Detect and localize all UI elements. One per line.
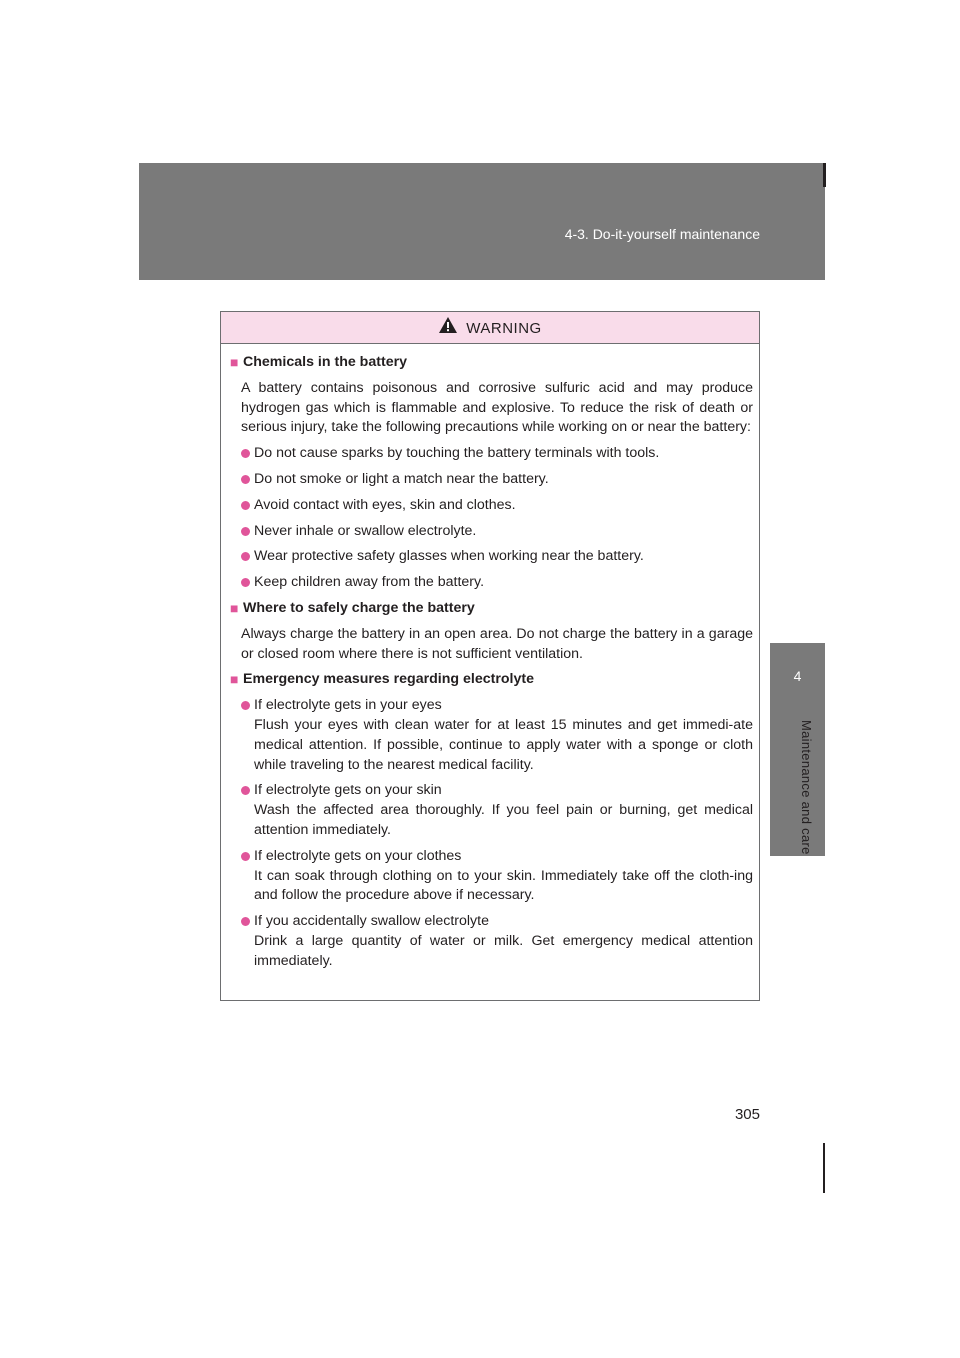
circle-bullet-icon bbox=[241, 501, 250, 510]
list-item bbox=[230, 547, 753, 567]
list-item bbox=[230, 781, 753, 840]
list-item-text: Keep children away from the battery. bbox=[254, 574, 485, 591]
list-item bbox=[230, 573, 753, 593]
circle-bullet-icon bbox=[241, 552, 250, 561]
list-item bbox=[230, 847, 753, 906]
list-item bbox=[230, 522, 753, 542]
heading-text: Chemicals in the battery bbox=[243, 354, 407, 370]
list-item bbox=[230, 696, 753, 775]
list-item-text: Never inhale or swallow electrolyte. bbox=[254, 522, 477, 539]
section-heading bbox=[230, 599, 753, 619]
list-item bbox=[230, 444, 753, 464]
page-number: 305 bbox=[734, 1106, 760, 1123]
item-title: If you accidentally swallow electrolyte bbox=[254, 913, 489, 930]
square-bullet-icon: ■ bbox=[230, 671, 239, 688]
item-text: Wash the affected area thoroughly. If you feel pain or burning, get medical attention immediately. bbox=[254, 802, 753, 838]
list-item bbox=[230, 496, 753, 516]
warning-triangle-icon bbox=[438, 316, 458, 339]
chapter-label: Maintenance and care bbox=[799, 720, 814, 855]
square-bullet-icon: ■ bbox=[230, 599, 239, 616]
circle-bullet-icon bbox=[241, 786, 250, 795]
list-item bbox=[230, 912, 753, 971]
crop-mark bbox=[823, 163, 826, 187]
section-title: 4-3. Do-it-yourself maintenance bbox=[564, 226, 760, 242]
item-text: Drink a large quantity of water or milk. Get emergency medical attention immediately. bbox=[254, 932, 753, 969]
circle-bullet-icon bbox=[241, 527, 250, 536]
section-heading bbox=[230, 670, 753, 690]
item-title: If electrolyte gets on your clothes bbox=[254, 847, 462, 864]
circle-bullet-icon bbox=[241, 852, 250, 861]
square-bullet-icon: ■ bbox=[230, 354, 239, 370]
warning-header bbox=[221, 312, 759, 344]
crop-mark bbox=[823, 1143, 825, 1193]
item-text: Flush your eyes with clean water for at least 15 minutes and get immedi-ate medical attention. If possible, continue to apply water with a sponge or cloth while traveling to the nearest medical facility. bbox=[254, 716, 753, 773]
section-heading bbox=[230, 353, 753, 373]
item-title: If electrolyte gets on your skin bbox=[254, 782, 442, 799]
section-intro: Always charge the battery in an open area. Do not charge the battery in a garage or closed room where there is not sufficient ventilation. bbox=[241, 625, 753, 662]
circle-bullet-icon bbox=[241, 578, 250, 587]
warning-title: WARNING bbox=[466, 319, 542, 337]
section-intro: A battery contains poisonous and corrosive sulfuric acid and may produce hydrogen gas which is flammable and explosive. To reduce the risk of death or serious injury, take the following precautions while working on or near the battery: bbox=[241, 379, 753, 436]
warning-box bbox=[220, 311, 760, 1001]
header-band bbox=[139, 163, 825, 280]
item-title: If electrolyte gets in your eyes bbox=[254, 697, 442, 714]
item-text: It can soak through clothing on to your skin. Immediately take off the cloth-ing and follow the procedure above if necessary. bbox=[254, 867, 753, 904]
list-item bbox=[230, 470, 753, 490]
circle-bullet-icon bbox=[241, 917, 250, 926]
circle-bullet-icon bbox=[241, 701, 250, 710]
list-item-text: Do not smoke or light a match near the battery. bbox=[254, 470, 549, 487]
circle-bullet-icon bbox=[241, 475, 250, 484]
chapter-number: 4 bbox=[793, 668, 802, 684]
list-item-text: Do not cause sparks by touching the battery terminals with tools. bbox=[254, 445, 660, 462]
list-item-text: Wear protective safety glasses when working near the battery. bbox=[254, 548, 644, 565]
list-item-text: Avoid contact with eyes, skin and clothes. bbox=[254, 496, 516, 513]
circle-bullet-icon bbox=[241, 449, 250, 458]
warning-body bbox=[221, 344, 759, 972]
heading-text: Where to safely charge the battery bbox=[243, 599, 475, 616]
heading-text: Emergency measures regarding electrolyte bbox=[243, 671, 534, 688]
